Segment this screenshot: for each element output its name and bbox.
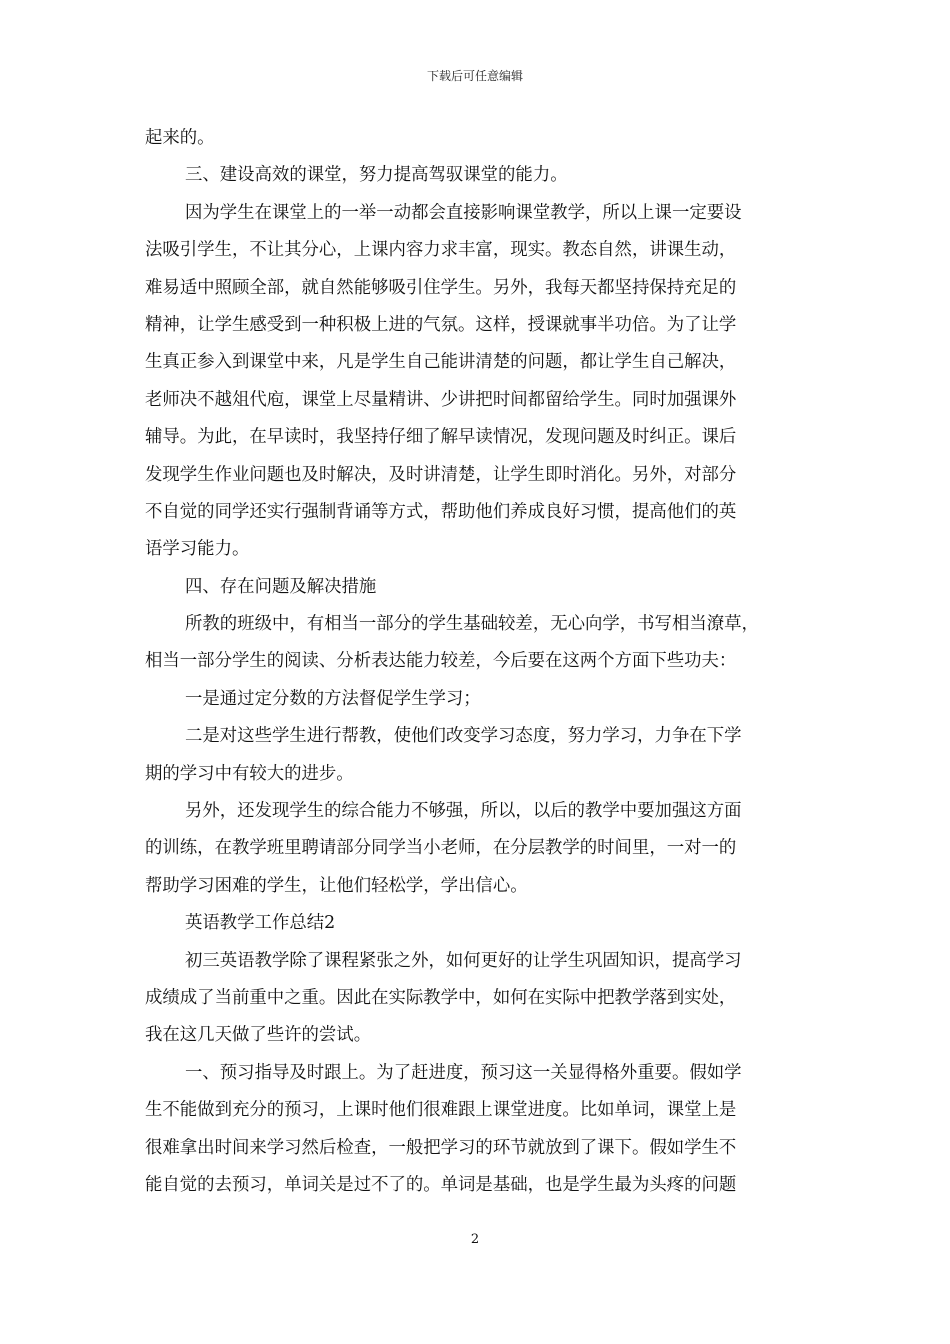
text-line: 相当一部分学生的阅读、分析表达能力较差，今后要在这两个方面下些功夫： — [145, 651, 737, 672]
text-line: 生不能做到充分的预习，上课时他们很难跟上课堂进度。比如单词，课堂上是 — [145, 1100, 737, 1121]
section-heading: 英语教学工作总结2 — [185, 913, 336, 934]
text-line: 生真正参入到课堂中来，凡是学生自己能讲清楚的问题，都让学生自己解决， — [145, 352, 737, 373]
text-line: 初三英语教学除了课程紧张之外，如何更好的让学生巩固知识，提高学习 — [185, 950, 742, 971]
page-number: 2 — [470, 1232, 480, 1247]
text-line: 所教的班级中，有相当一部分的学生基础较差，无心向学，书写相当潦草， — [185, 614, 759, 635]
text-line: 因为学生在课堂上的一举一动都会直接影响课堂教学，所以上课一定要设 — [185, 202, 742, 223]
text-line: 一是通过定分数的方法督促学生学习； — [185, 688, 481, 709]
text-line: 法吸引学生，不让其分心，上课内容力求丰富，现实。教态自然，讲课生动， — [145, 240, 737, 261]
text-line: 发现学生作业问题也及时解决，及时讲清楚，让学生即时消化。另外，对部分 — [145, 464, 737, 485]
text-line: 语学习能力。 — [145, 539, 250, 560]
text-line: 我在这几天做了些许的尝试。 — [145, 1025, 372, 1046]
text-line: 不自觉的同学还实行强制背诵等方式，帮助他们养成良好习惯，提高他们的英 — [145, 501, 737, 522]
text-line: 起来的。 — [145, 128, 215, 148]
text-line: 老师决不越俎代庖，课堂上尽量精讲、少讲把时间都留给学生。同时加强课外 — [145, 389, 737, 410]
text-line: 期的学习中有较大的进步。 — [145, 763, 354, 784]
document-body — [145, 120, 810, 1204]
page-header: 下载后可任意编辑 — [426, 69, 523, 83]
text-line: 精神，让学生感受到一种积极上进的气氛。这样，授课就事半功倍。为了让学 — [145, 314, 737, 335]
section-heading: 四、存在问题及解决措施 — [185, 576, 377, 597]
text-line: 难易适中照顾全部，就自然能够吸引住学生。另外，我每天都坚持保持充足的 — [145, 277, 737, 298]
text-line: 帮助学习困难的学生，让他们轻松学，学出信心。 — [145, 875, 528, 896]
section-heading: 三、建设高效的课堂，努力提高驾驭课堂的能力。 — [185, 165, 568, 186]
text-line: 很难拿出时间来学习然后检查，一般把学习的环节就放到了课下。假如学生不 — [145, 1137, 737, 1158]
text-line: 的训练，在教学班里聘请部分同学当小老师，在分层教学的时间里，一对一的 — [145, 838, 737, 859]
text-line: 能自觉的去预习，单词关是过不了的。单词是基础，也是学生最为头疼的问题 — [145, 1174, 737, 1195]
text-line: 辅导。为此，在早读时，我坚持仔细了解早读情况，发现问题及时纠正。课后 — [145, 427, 737, 448]
text-line: 一、预习指导及时跟上。为了赶进度，预习这一关显得格外重要。假如学 — [185, 1062, 742, 1083]
text-line: 二是对这些学生进行帮教，使他们改变学习态度，努力学习，力争在下学 — [185, 726, 742, 747]
text-line: 成绩成了当前重中之重。因此在实际教学中，如何在实际中把教学落到实处， — [145, 987, 737, 1008]
text-line: 另外，还发现学生的综合能力不够强，所以，以后的教学中要加强这方面 — [185, 801, 742, 822]
